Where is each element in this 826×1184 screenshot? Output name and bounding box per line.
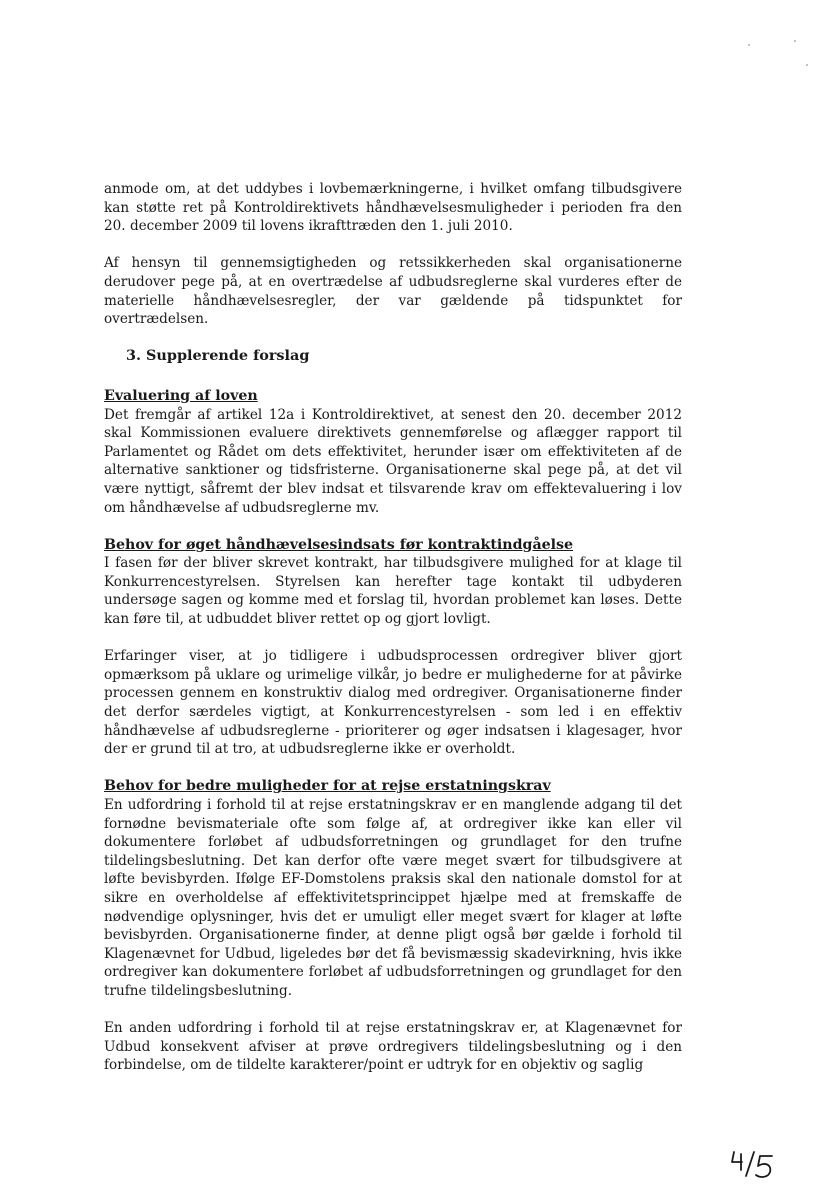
section-heading: 3. Supplerende forslag — [126, 347, 310, 365]
handwritten-page-marker — [728, 1148, 778, 1184]
subsection-damages — [104, 777, 682, 1075]
scan-speck — [748, 44, 750, 46]
subsection-heading: Evaluering af loven — [104, 387, 258, 404]
subsection-heading: Behov for øget håndhævelsesindsats før kontraktindgåelse — [104, 536, 574, 553]
paragraph: Af hensyn til gennemsigtigheden og retssikkerheden skal organisationerne derudover pege på, at en overtrædelse af udbudsreglerne skal vurderes efter de materielle håndhævelsesregler, der var gældende på tidspunktet for overtrædelsen. — [104, 255, 682, 328]
document-body — [104, 180, 682, 1094]
scan-speck — [806, 64, 808, 66]
subsection-enforcement — [104, 536, 682, 759]
paragraph: En anden udfordring i forhold til at rejse erstatningskrav er, at Klagenævnet for Udbud konsekvent afviser at prøve ordregivers tildelingsbeslutning og i den forbindelse, om de tildelte karakterer/point er udtryk for en objektiv og saglig — [104, 1020, 682, 1074]
subsection-evaluation — [104, 387, 682, 517]
paragraph: I fasen før der bliver skrevet kontrakt, har tilbudsgivere mulighed for at klage til Konkurrencestyrelsen. Styrelsen kan herefter tage kontakt til udbyderen undersøge sagen og komme med et forslag til, hvordan problemet kan løses. Dette kan føre til, at udbuddet bliver rettet op og gjort lovligt. — [104, 555, 682, 628]
scan-speck — [794, 40, 796, 42]
paragraph: En udfordring i forhold til at rejse erstatningskrav er en manglende adgang til det fornødne bevismateriale ofte som følge af, at ordregiver ikke kan eller vil dokumentere forløbet af udbudsforretningen og grundlaget for den trufne tildelingsbeslutning. Det kan derfor ofte være meget svært for tilbudsgivere at løfte bevisbyrden. Ifølge EF-Domstolens praksis skal den nationale domstol for at sikre en overholdelse af effektivitetsprincippet hjælpe med at fremskaffe de nødvendige oplysninger, hvis det er umuligt eller meget svært for klager at løfte bevisbyrden. Organisationerne finder, at denne pligt også bør gælde i forhold til Klagenævnet for Udbud, ligeledes bør det få bevismæssig skadevirkning, hvis ikke ordregiver kan dokumentere forløbet af udbudsforretningen og grundlaget for den trufne tildelingsbeslutning. — [104, 797, 682, 999]
paragraph: Det fremgår af artikel 12a i Kontroldirektivet, at senest den 20. december 2012 skal Kommissionen evaluere direktivets gennemførelse og aflægger rapport til Parlamentet og Rådet om dets effektivitet, herunder især om effektiviteten af de alternative sanktioner og tidsfristerne. Organisationerne skal pege på, at det vil være nyttigt, såfremt der blev indsat et tilsvarende krav om effektevaluering i lov om håndhævelse af udbudsreglerne mv. — [104, 406, 682, 516]
paragraph: Erfaringer viser, at jo tidligere i udbudsprocessen ordregiver bliver gjort opmærksom på uklare og urimelige vilkår, jo bedre er mulighederne for at påvirke processen gennem en konstruktiv dialog med ordregiver. Organisationerne finder det derfor særdeles vigtigt, at Konkurrencestyrelsen - som led i en effektiv håndhævelse af udbudsreglerne - prioriterer og øger indsatsen i klagesager, hvor der er grund til at tro, at udbudsreglerne ikke er overholdt. — [104, 648, 682, 758]
subsection-heading: Behov for bedre muligheder for at rejse erstatningskrav — [104, 778, 551, 795]
paragraph: anmode om, at det uddybes i lovbemærkningerne, i hvilket omfang tilbudsgivere kan støtte ret på Kontroldirektivets håndhævelsesmuligheder i perioden fra den 20. december 2009 til lovens ikrafttræden den 1. juli 2010. — [104, 181, 682, 235]
